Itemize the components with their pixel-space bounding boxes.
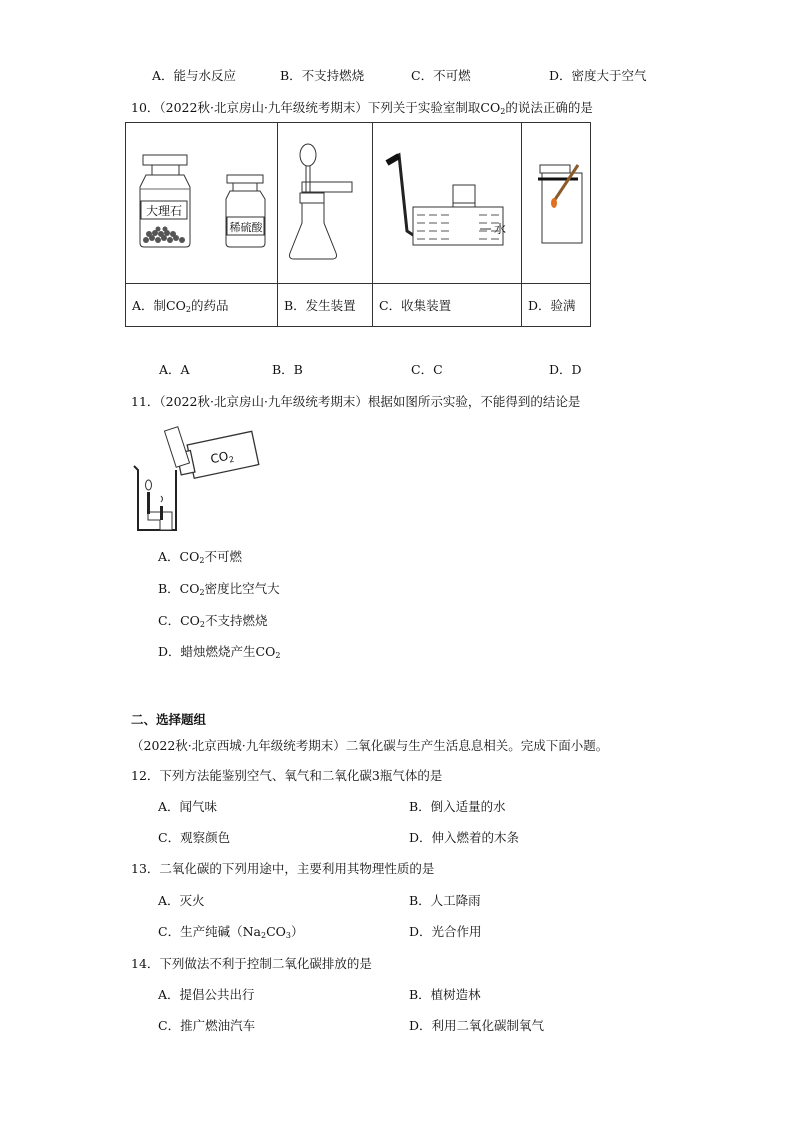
q10-apparatus-table — [125, 122, 591, 327]
caption-a: A．制$CO_2$的药品 — [126, 284, 278, 327]
rubber-stopper — [300, 193, 324, 203]
section-title: 二、选择题组 — [131, 712, 207, 727]
q10-stem: 10．（2022秋·北京房山·九年级统考期末）下列关于实验室制取$CO_2$的说法正确的是 — [131, 100, 593, 116]
q12-option-d[interactable]: D．伸入燃着的木条 — [409, 830, 520, 845]
section-intro: （2022秋·北京西城·九年级统考期末）二氧化碳与生产生活息息相关。完成下面小题。 — [131, 738, 609, 753]
q14-option-c[interactable]: C．推广燃油汽车 — [158, 1018, 256, 1033]
cell-test-full — [522, 123, 591, 284]
q10-option-c[interactable]: C．C — [411, 362, 443, 377]
q9-option-b[interactable]: B．不支持燃烧 — [280, 68, 365, 83]
q13-option-d[interactable]: D．光合作用 — [409, 924, 482, 939]
q13-option-b[interactable]: B．人工降雨 — [409, 893, 481, 908]
water-trough — [413, 207, 503, 245]
q12-option-c[interactable]: C．观察颜色 — [158, 830, 231, 845]
cell-collection — [373, 123, 522, 284]
generator-figure — [278, 123, 372, 280]
question-source: （2022秋·北京房山·九年级统考期末） — [159, 394, 368, 409]
q9-option-d[interactable]: D．密度大于空气 — [549, 68, 647, 83]
flame-icon — [161, 496, 163, 502]
q9-option-c[interactable]: C．不可燃 — [411, 68, 471, 83]
q14-option-a[interactable]: A．提倡公共出行 — [158, 987, 255, 1002]
bottle-stopper — [143, 155, 187, 165]
marble-label: 大理石 — [145, 204, 183, 218]
q9-option-a[interactable]: A．能与水反应 — [152, 68, 237, 83]
question-number: 10． — [131, 100, 160, 115]
gas-jar — [542, 173, 582, 243]
q14-stem: 14．下列做法不利于控制二氧化碳排放的是 — [131, 956, 372, 971]
collection-figure — [373, 123, 521, 280]
question-number: 11． — [131, 394, 160, 409]
caption-b: B．发生装置 — [278, 284, 373, 327]
q11-option-a[interactable]: A．$CO_2$不可燃 — [158, 549, 242, 565]
collection-bottle — [453, 185, 475, 203]
q12-option-a[interactable]: A．闻气味 — [158, 799, 218, 814]
cell-generator — [278, 123, 373, 284]
funnel-bulb — [300, 144, 316, 166]
co2-label: $CO_2$ — [209, 448, 235, 467]
acid-label: 稀硫酸 — [229, 221, 263, 234]
q13-option-a[interactable]: A．灭火 — [158, 893, 205, 908]
q10-option-b[interactable]: B．B — [272, 362, 303, 377]
caption-c: C．收集装置 — [373, 284, 522, 327]
candle-beaker-figure — [132, 420, 262, 535]
q14-option-d[interactable]: D．利用二氧化碳制氧气 — [409, 1018, 545, 1033]
caption-d: D．验满 — [522, 284, 591, 327]
q10-option-a[interactable]: A．A — [159, 362, 190, 377]
test-full-figure — [522, 123, 590, 280]
q11-option-d[interactable]: D．蜡烛燃烧产生$CO_2$ — [158, 644, 281, 660]
question-source: （2022秋·北京房山·九年级统考期末） — [159, 100, 368, 115]
reagent-bottles-figure — [126, 123, 277, 280]
q14-option-b[interactable]: B．植树造林 — [409, 987, 481, 1002]
flame-icon — [146, 480, 152, 490]
conical-flask — [290, 203, 337, 259]
water-label: 水 — [494, 222, 507, 236]
q12-stem: 12．下列方法能鉴别空气、氧气和二氧化碳3瓶气体的是 — [131, 768, 443, 783]
flame-icon — [551, 198, 557, 208]
q11-stem: 11．（2022秋·北京房山·九年级统考期末）根据如图所示实验，不能得到的结论是 — [131, 394, 581, 409]
q11-option-c[interactable]: C．$CO_2$不支持燃烧 — [158, 613, 268, 629]
q11-option-b[interactable]: B．$CO_2$密度比空气大 — [158, 581, 280, 597]
q12-option-b[interactable]: B．倒入适量的水 — [409, 799, 506, 814]
upper-candle — [160, 506, 163, 520]
q13-option-c[interactable]: C．生产纯碱$(Na_2CO_3)$ — [158, 924, 304, 940]
q13-stem: 13．二氧化碳的下列用途中，主要利用其物理性质的是 — [131, 861, 435, 876]
q10-option-d[interactable]: D．D — [549, 362, 582, 377]
lower-candle — [147, 492, 150, 514]
cell-drugs — [126, 123, 278, 284]
